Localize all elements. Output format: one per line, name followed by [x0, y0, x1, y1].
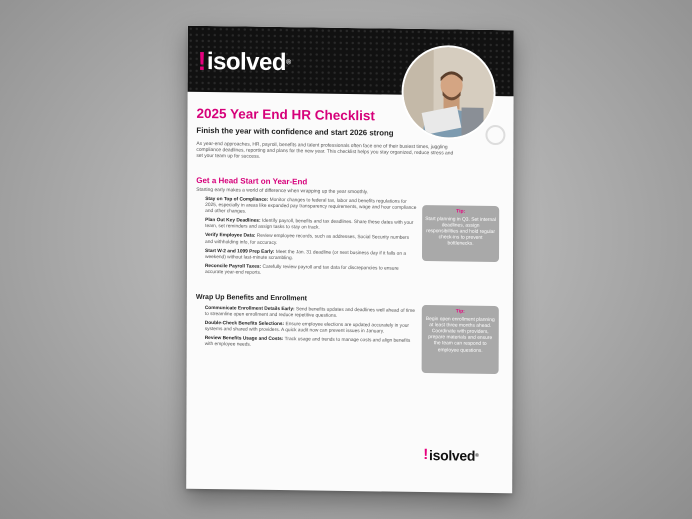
- checklist-section-1: [205, 197, 417, 282]
- checklist-item: Review Benefits Usage and Costs: Track usage and trends to manage costs and align benefits with employee needs.: [204, 336, 411, 349]
- section-lead: Starting early makes a world of difference when wrapping up the year smoothly.: [196, 187, 369, 196]
- checklist-item: Double-Check Benefits Selections: Ensure employee elections are updated accurately in your systems and shared with providers. A quick audit now can prevent issues in January.: [204, 321, 410, 335]
- checklist-item: Start W-2 and 1099 Prep Early: Meet the Jan. 31 deadline (or next business day if it falls on a weekend) without last-minute scrambling.: [204, 248, 407, 261]
- checklist-item: Verify Employee Data: Review employee records, such as addresses, Social Security numbers and withholding info, for accuracy.: [205, 233, 410, 246]
- section-heading-benefits: Wrap Up Benefits and Enrollment: [195, 293, 307, 303]
- tip-text: Begin open enrollment planning at least three months ahead. Coordinate with providers, prepare materials and ensure the team can respond to employee questions.: [425, 317, 495, 354]
- isolved-footer-logo: ! isolved ®: [423, 446, 479, 464]
- person-photo: [401, 45, 495, 140]
- tip-box: [422, 205, 499, 262]
- document-subtitle: Finish the year with confidence and start 2026 strong: [196, 125, 394, 138]
- tip-text: Start planning in Q3. Set internal deadlines, assign responsibilities and hold regular check-ins to prevent bottlenecks.: [425, 217, 496, 248]
- tip-box: [422, 305, 499, 374]
- isolved-logo: ! isolved ®: [197, 45, 291, 76]
- footer-logo-text: isolved: [428, 446, 476, 464]
- checklist-item: Stay on Top of Compliance: Monitor changes to federal tax, labor and benefits regulations for 2025, especially in areas like expanded pay transparency requirements, wage and hour compliance and other changes.: [205, 196, 417, 215]
- tip-label: Tip:: [455, 308, 465, 315]
- checklist-item: Reconcile Payroll Taxes: Carefully review payroll and tax data for discrepancies to ensure accurate year-end reports.: [204, 263, 399, 276]
- checklist-item: Plan Out Key Deadlines: Identify payroll, benefits and tax deadlines. Share these dates with your team, set reminders and assign tasks to stay on track.: [205, 218, 414, 231]
- checklist-section-2: [205, 306, 417, 355]
- document-intro: As year-end approaches, HR, payroll, benefits and talent professionals often face one of their busiest times, juggling compliance deadlines, reporting and plans for the new year. This checklist helps you stay organized, reduce stress and set your team up for success.: [196, 141, 454, 161]
- section-heading-head-start: Get a Head Start on Year-End: [196, 175, 308, 187]
- checklist-item: Communicate Enrollment Details Early: Send benefits updates and deadlines well ahead of time to streamline open enrollment and reduce repetitive questions.: [204, 305, 415, 319]
- checklist-document: [186, 26, 514, 494]
- document-title: 2025 Year End HR Checklist: [196, 105, 375, 124]
- tip-label: Tip:: [456, 208, 466, 215]
- logo-text: isolved: [206, 47, 287, 76]
